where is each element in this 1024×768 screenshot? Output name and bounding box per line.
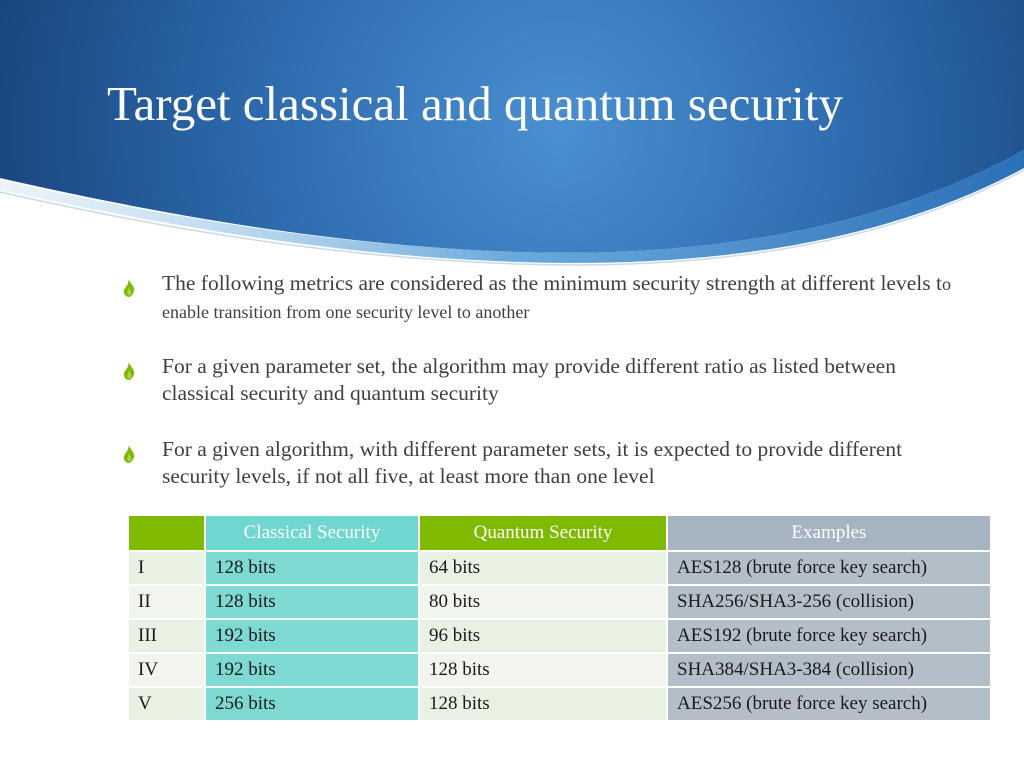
classical-cell: 128 bits (205, 551, 419, 585)
flame-bullet-icon (120, 353, 162, 380)
classical-cell: 192 bits (205, 653, 419, 687)
slide-title: Target classical and quantum security (107, 76, 843, 131)
bullet-text-main: The following metrics are considered as the minimum security strength at different levels t (162, 271, 942, 295)
quantum-cell: 64 bits (419, 551, 667, 585)
flame-bullet-icon (120, 270, 162, 297)
table-row (128, 551, 991, 585)
example-cell: AES256 (brute force key search) (667, 687, 991, 721)
level-cell: II (128, 585, 205, 619)
level-cell: III (128, 619, 205, 653)
security-levels-table (127, 514, 992, 722)
example-cell: AES192 (brute force key search) (667, 619, 991, 653)
example-cell: AES128 (brute force key search) (667, 551, 991, 585)
bullet-text: For a given algorithm, with different parameter sets, it is expected to provide different security levels, if not all five, at least more than one level (162, 437, 903, 488)
table-row (128, 585, 991, 619)
bullet-item (120, 353, 990, 407)
bullet-item (120, 436, 990, 490)
bullet-item (120, 270, 990, 326)
level-cell: IV (128, 653, 205, 687)
quantum-cell: 128 bits (419, 687, 667, 721)
flame-bullet-icon (120, 436, 162, 463)
table-row (128, 687, 991, 721)
table-row (128, 619, 991, 653)
bullet-text (162, 270, 962, 326)
example-cell: SHA256/SHA3-256 (collision) (667, 585, 991, 619)
classical-cell: 256 bits (205, 687, 419, 721)
header-cell-quantum: Quantum Security (419, 515, 667, 551)
quantum-cell: 128 bits (419, 653, 667, 687)
header-cell-examples: Examples (667, 515, 991, 551)
level-cell: I (128, 551, 205, 585)
example-cell: SHA384/SHA3-384 (collision) (667, 653, 991, 687)
table-row (128, 653, 991, 687)
classical-cell: 128 bits (205, 585, 419, 619)
bullet-text-small: o enable transition from one security level to another (162, 274, 951, 322)
quantum-cell: 96 bits (419, 619, 667, 653)
table-header-row (128, 515, 991, 551)
quantum-cell: 80 bits (419, 585, 667, 619)
header-cell-level (128, 515, 205, 551)
level-cell: V (128, 687, 205, 721)
header-cell-classical: Classical Security (205, 515, 419, 551)
classical-cell: 192 bits (205, 619, 419, 653)
bullet-text: For a given parameter set, the algorithm may provide different ratio as listed between classical security and quantum security (162, 354, 896, 405)
